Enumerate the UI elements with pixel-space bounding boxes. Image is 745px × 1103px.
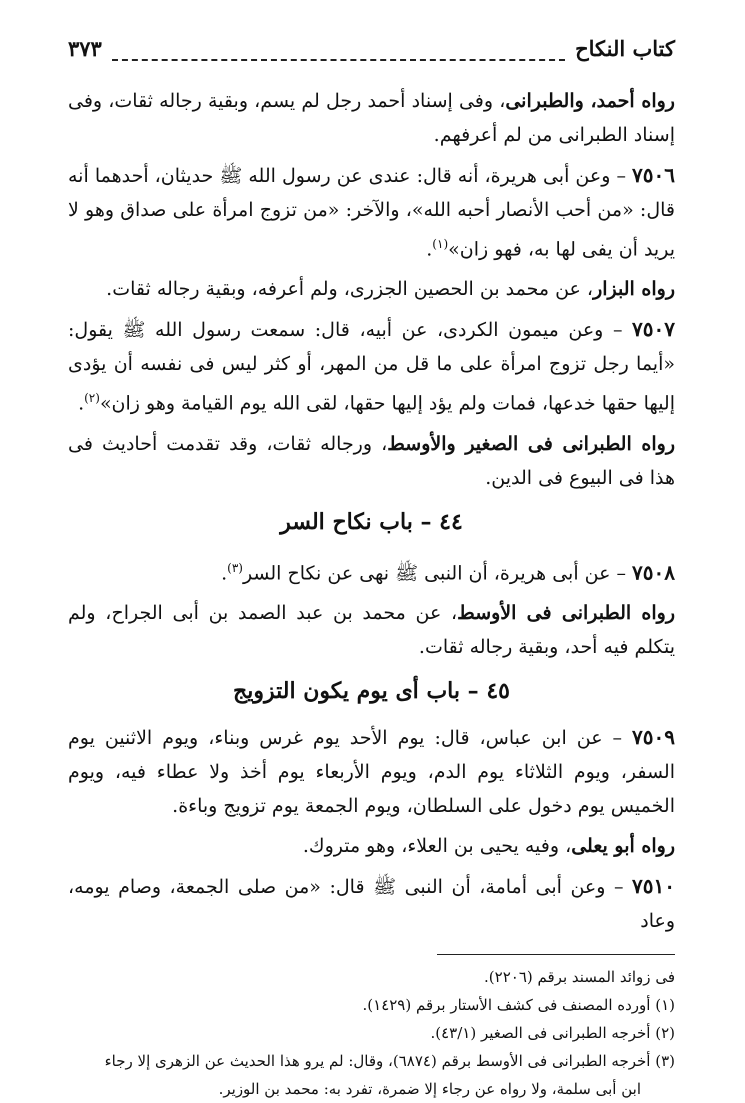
- source-bold: رواه الطبرانى فى الصغير والأوسط: [387, 432, 675, 455]
- note-text: ، ورجاله ثقات، وقد تقدمت أحاديث فى هذا فى البيوع فى الدين.: [68, 432, 675, 489]
- footnote-1: (١) أورده المصنف فى كشف الأستار برقم (١٤٢٩).: [362, 995, 675, 1014]
- source-bold: رواه أبو يعلى: [571, 834, 675, 857]
- hadith-number: ٧٥٠٦: [632, 163, 675, 187]
- footnote-divider: [437, 954, 675, 955]
- source-bold: رواه أحمد، والطبرانى: [505, 90, 675, 112]
- hadith-7506: [68, 158, 675, 266]
- hadith-number: ٧٥١٠: [632, 873, 675, 898]
- header-divider: [112, 59, 565, 61]
- hadith-text: – وعن أبى أمامة، أن النبى ﷺ قال: «من صلى الجمعة، وصام يومه، وعاد: [68, 875, 675, 932]
- hadith-7507: [68, 312, 675, 420]
- hadith-number: ٧٥٠٩: [632, 724, 675, 749]
- chapter-heading-45: ٤٥ – باب أى يوم يكون التزويج: [233, 677, 510, 704]
- chapter-heading-44: ٤٤ – باب نكاح السر: [280, 508, 463, 535]
- narration-note-1: [68, 84, 675, 152]
- footnote-continued: فى زوائد المسند برقم (٢٢٠٦).: [484, 967, 675, 986]
- footnote-marker[interactable]: (١): [432, 237, 449, 251]
- narration-note-2: [68, 272, 675, 306]
- narration-note-3: [68, 427, 675, 495]
- hadith-number: ٧٥٠٨: [632, 559, 675, 584]
- punctuation: .: [221, 561, 228, 584]
- footnote-marker[interactable]: (٢): [84, 391, 100, 406]
- hadith-text: – عن ابن عباس، قال: يوم الأحد يوم غرس وبناء، ويوم الاثنين يوم السفر، ويوم الثلاثاء يوم الدم، ويوم الأربعاء يوم أخذ ولا عطاء فيه، ويوم الخميس يوم دخول على السلطان، ويوم الجمعة يوم تزويج وباءة.: [68, 726, 675, 817]
- hadith-7510: [68, 869, 675, 938]
- page-header: [68, 36, 675, 84]
- narration-note-4: [68, 596, 675, 664]
- footnote-marker[interactable]: (٣): [227, 560, 243, 575]
- punctuation: .: [78, 392, 85, 415]
- note-text: ، وفى إسناد أحمد رجل لم يسم، وبقية رجاله ثقات، وفى إسناد الطبرانى من لم أعرفهم.: [68, 90, 675, 146]
- hadith-7508: [68, 551, 675, 590]
- hadith-text: – وعن ميمون الكردى، عن أبيه، قال: سمعت رسول الله ﷺ يقول: «أيما رجل تزوج امرأة على ما قل من المهر، أو كثر ليس فى نفسه أن يؤدى إليها حقها خدعها، فمات ولم يؤد إليها حقها، لقى الله يوم القيامة وهو زان»: [68, 319, 675, 415]
- note-text: ، وفيه يحيى بن العلاء، وهو متروك.: [302, 834, 572, 857]
- source-bold: رواه الطبرانى فى الأوسط: [457, 601, 675, 624]
- book-title: كتاب النكاح: [575, 36, 675, 61]
- hadith-text: – وعن أبى هريرة، أنه قال: عندى عن رسول الله ﷺ حديثان، أحدهما أنه قال: «من أحب الأنصار أحبه الله»، والآخر: «من تزوج امرأة على صداق وهو لا يريد أن يفى لها به، فهو زان»: [68, 165, 675, 261]
- footnote-3-continuation: ابن أبى سلمة، ولا رواه عن رجاء إلا ضمرة، تفرد به: محمد بن الوزير.: [218, 1079, 641, 1098]
- note-text: ، عن محمد بن الحصين الجزرى، ولم أعرفه، وبقية رجاله ثقات.: [106, 278, 594, 301]
- note-text: ، عن محمد بن عبد الصمد بن أبى الجراح، ولم يتكلم فيه أحد، وبقية رجاله ثقات.: [68, 601, 675, 658]
- narration-note-5: [68, 829, 675, 863]
- punctuation: .: [426, 238, 433, 261]
- footnote-2: (٢) أخرجه الطبرانى فى الصغير (٤٣/١).: [430, 1023, 675, 1042]
- page-number: ٣٧٣: [68, 36, 102, 61]
- hadith-7509: [68, 720, 675, 823]
- source-bold: رواه البزار: [593, 278, 675, 301]
- hadith-text: – عن أبى هريرة، أن النبى ﷺ نهى عن نكاح السر: [242, 561, 633, 584]
- hadith-number: ٧٥٠٧: [632, 317, 675, 342]
- footnote-3: (٣) أخرجه الطبرانى فى الأوسط برقم (٦٨٧٤)، وقال: لم يرو هذا الحديث عن الزهرى إلا رجاء: [104, 1051, 675, 1070]
